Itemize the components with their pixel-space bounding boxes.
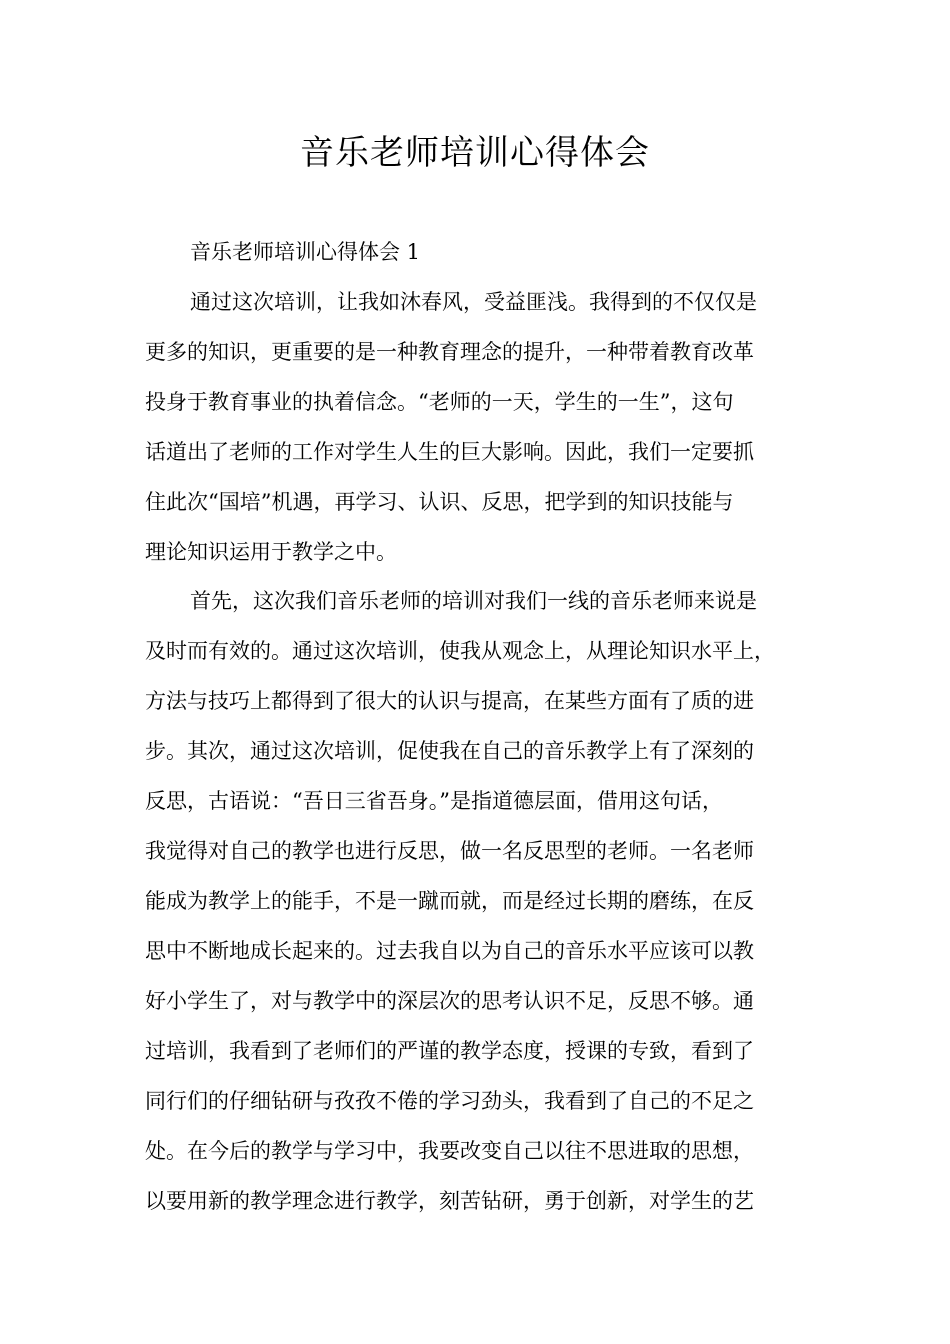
document-title: 音乐老师培训心得体会 <box>300 133 650 173</box>
paragraph-2-line: 同行们的仔细钻研与孜孜不倦的学习劲头，我看到了自己的不足之 <box>145 1089 754 1113</box>
paragraph-1-line: 住此次“国培”机遇，再学习、认识、反思，把学到的知识技能与 <box>145 490 734 514</box>
paragraph-2-line: 思中不断地成长起来的。过去我自以为自己的音乐水平应该可以教 <box>145 939 754 963</box>
paragraph-1-line: 更多的知识，更重要的是一种教育理念的提升，一种带着教育改革 <box>145 340 754 364</box>
paragraph-2-line: 方法与技巧上都得到了很大的认识与提高，在某些方面有了质的进 <box>145 689 754 713</box>
paragraph-1-line: 理论知识运用于教学之中。 <box>145 540 397 564</box>
paragraph-2-line: 好小学生了，对与教学中的深层次的思考认识不足，反思不够。通 <box>145 989 754 1013</box>
paragraph-2-line: 过培训，我看到了老师们的严谨的教学态度，授课的专致，看到了 <box>145 1039 754 1063</box>
section-heading: 音乐老师培训心得体会 1 <box>190 240 421 264</box>
paragraph-2-line: 处。在今后的教学与学习中，我要改变自己以往不思进取的思想， <box>145 1139 754 1163</box>
paragraph-2-line: 我觉得对自己的教学也进行反思，做一名反思型的老师。一名老师 <box>145 839 754 863</box>
paragraph-1-line: 通过这次培训，让我如沐春风，受益匪浅。我得到的不仅仅是 <box>190 290 757 314</box>
paragraph-2-line: 以要用新的教学理念进行教学，刻苦钻研，勇于创新，对学生的艺 <box>145 1189 754 1213</box>
paragraph-2-line: 能成为教学上的能手，不是一蹴而就，而是经过长期的磨练，在反 <box>145 889 754 913</box>
paragraph-2-line: 反思，古语说：“吾日三省吾身。”是指道德层面，借用这句话， <box>145 789 723 813</box>
paragraph-1-line: 投身于教育事业的执着信念。“老师的一天，学生的一生”，这句 <box>145 390 734 414</box>
paragraph-2-line: 及时而有效的。通过这次培训，使我从观念上，从理论知识水平上， <box>145 639 775 663</box>
paragraph-2-line: 首先，这次我们音乐老师的培训对我们一线的音乐老师来说是 <box>190 589 757 613</box>
paragraph-1-line: 话道出了老师的工作对学生人生的巨大影响。因此，我们一定要抓 <box>145 440 754 464</box>
paragraph-2-line: 步。其次，通过这次培训，促使我在自己的音乐教学上有了深刻的 <box>145 739 754 763</box>
